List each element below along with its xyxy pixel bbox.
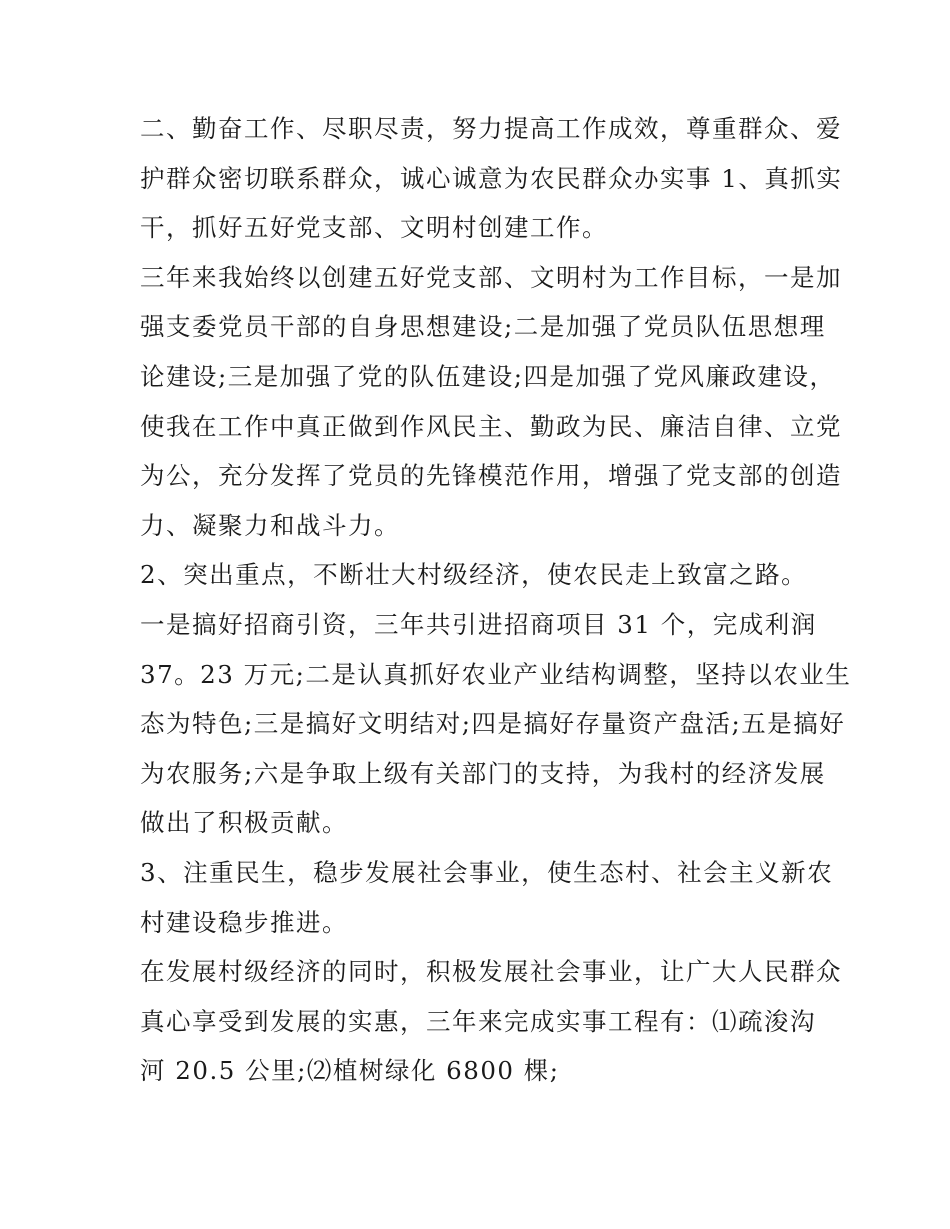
text-line: 三年来我始终以创建五好党支部、文明村为工作目标，一是加 <box>140 262 842 292</box>
text-line: 真心享受到发展的实惠，三年来完成实事工程有：⑴疏浚沟 <box>140 1006 816 1036</box>
paragraph-section-two-heading <box>140 104 843 253</box>
text-line: 37。23 万元;二是认真抓好农业产业结构调整，坚持以农业生 <box>140 659 852 689</box>
text-line: 村建设稳步推进。 <box>140 907 348 937</box>
paragraph-livelihood-details <box>140 947 842 1096</box>
text-line: 为公，充分发挥了党员的先锋模范作用，增强了党支部的创造 <box>140 461 842 491</box>
text-line: 护群众密切联系群众，诚心诚意为农民群众办实事 1、真抓实 <box>140 163 843 193</box>
text-line: 3、注重民生，稳步发展社会事业，使生态村、社会主义新农 <box>140 857 834 887</box>
text-line: 河 20.5 公里;⑵植树绿化 6800 棵; <box>140 1056 560 1086</box>
text-line: 论建设;三是加强了党的队伍建设;四是加强了党风廉政建设， <box>140 361 836 391</box>
text-line: 力、凝聚力和战斗力。 <box>140 510 400 540</box>
text-line: 一是搞好招商引资，三年共引进招商项目 31 个，完成利润 <box>140 609 817 639</box>
text-line: 做出了积极贡献。 <box>140 808 348 838</box>
document-body <box>140 104 852 1096</box>
text-line: 在发展村级经济的同时，积极发展社会事业，让广大人民群众 <box>140 957 842 987</box>
text-line: 二、勤奋工作、尽职尽责，努力提高工作成效，尊重群众、爱 <box>140 114 842 143</box>
text-line: 干，抓好五好党支部、文明村创建工作。 <box>140 213 608 243</box>
text-line: 使我在工作中真正做到作风民主、勤政为民、廉洁自律、立党 <box>140 411 842 441</box>
paragraph-party-building <box>140 253 842 551</box>
text-line: 2、突出重点，不断壮大村级经济，使农民走上致富之路。 <box>140 560 808 590</box>
paragraph-economy-details <box>140 600 852 848</box>
text-line: 强支委党员干部的自身思想建设;二是加强了党员队伍思想理 <box>140 312 826 342</box>
paragraph-section-livelihood-heading <box>140 848 834 947</box>
paragraph-section-economy-heading <box>140 550 820 600</box>
text-line: 态为特色;三是搞好文明结对;四是搞好存量资产盘活;五是搞好 <box>140 709 846 739</box>
text-line: 为农服务;六是争取上级有关部门的支持，为我村的经济发展 <box>140 758 826 788</box>
